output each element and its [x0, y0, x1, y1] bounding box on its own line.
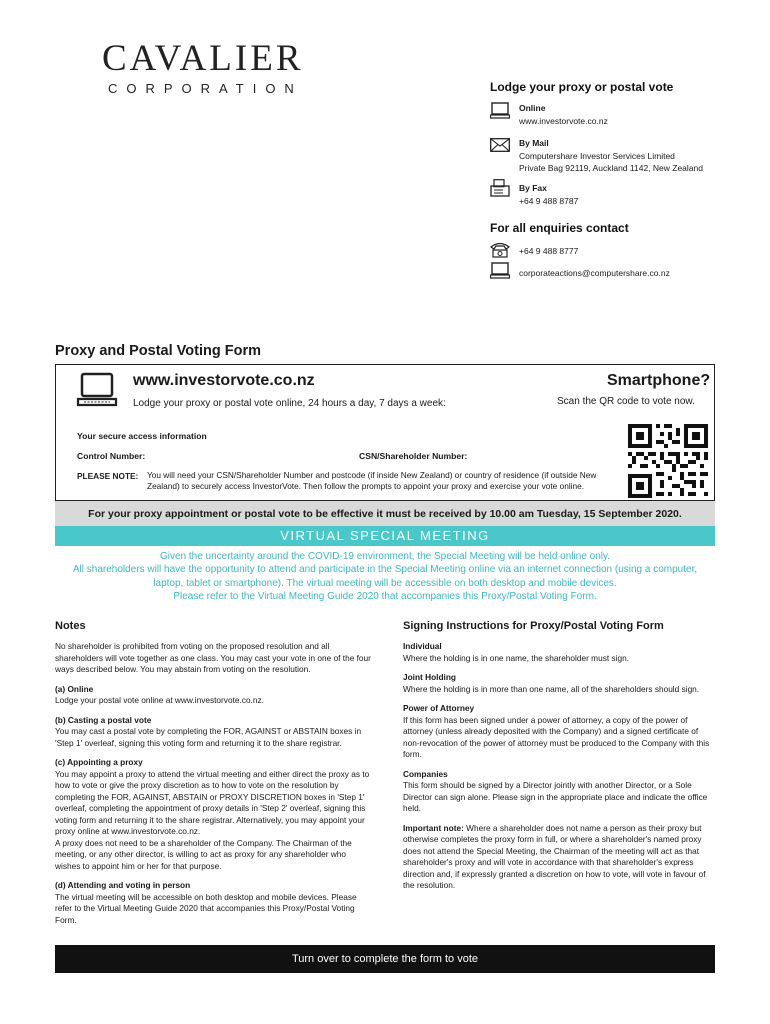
fax-label: By Fax: [519, 183, 547, 193]
smartphone-heading: Smartphone?: [607, 372, 711, 389]
notes-b-text: You may cast a postal vote by completing the FOR, AGAINST or ABSTAIN boxes in 'Step 1' overleaf, signing this voting form and returning it to the share registrar.: [55, 726, 362, 748]
signing-companies-title: Companies: [403, 768, 448, 779]
virtual-meeting-line: All shareholders will have the opportunity to attend and participate in the Special Meeting online via an internet connection (using a computer,: [72, 564, 698, 576]
important-note-label: Important note:: [403, 822, 464, 833]
company-logo-subtitle: CORPORATION: [108, 81, 303, 96]
laptop-icon: [76, 372, 118, 408]
online-label: Online: [519, 103, 546, 113]
enquiries-heading: For all enquiries contact: [490, 221, 629, 235]
notes-a-text: Lodge your postal vote online at www.investorvote.co.nz.: [55, 695, 264, 705]
signing-individual-title: Individual: [403, 641, 442, 651]
csn-label: CSN/Shareholder Number:: [359, 451, 468, 461]
signing-poa-title: Power of Attorney: [403, 703, 475, 713]
virtual-meeting-line: Given the uncertainty around the COVID-19 environment, the Special Meeting will be held online only.: [159, 551, 611, 562]
notes-heading: Notes: [55, 620, 86, 632]
notes-intro: No shareholder is prohibited from voting on the proposed resolution and all shareholders will vote together as one class. You may cast your vote in one of the four ways described below. You may abstain from voting on the resolution.: [55, 641, 371, 674]
fax-number: +64 9 488 8787: [519, 196, 579, 206]
notes-c-text2: A proxy does not need to be a shareholder of the Company. The Chairman of the meeting, or any other director, is willing to act as proxy for any shareholder who wishes to appoint him or her for that purpose.: [55, 837, 352, 871]
virtual-meeting-line: laptop, tablet or smartphone). The virtual meeting will be accessible on both desktop and mobile devices.: [153, 577, 617, 589]
mail-line1: Computershare Investor Services Limited: [519, 151, 675, 161]
notes-c-title: (c) Appointing a proxy: [55, 757, 143, 767]
signing-heading: Signing Instructions for Proxy/Postal Voting Form: [403, 620, 664, 632]
signing-individual-text: Where the holding is in one name, the shareholder must sign.: [403, 652, 629, 663]
online-url[interactable]: www.investorvote.co.nz: [519, 116, 608, 126]
computer-icon: [490, 102, 510, 119]
mail-line2: Private Bag 92119, Auckland 1142, New Zealand: [519, 163, 703, 173]
virtual-meeting-text: [55, 550, 715, 603]
please-note-label: PLEASE NOTE:: [77, 471, 139, 481]
deadline-banner: For your proxy appointment or postal vote to be effective it must be received by 10.00 am Tuesday, 15 September 2020.: [55, 500, 715, 527]
fax-icon: [490, 179, 510, 197]
virtual-meeting-line: Please refer to the Virtual Meeting Guide 2020 that accompanies this Proxy/Postal Voting Form.: [173, 590, 597, 602]
qr-code[interactable]: [628, 424, 708, 500]
investorvote-url[interactable]: www.investorvote.co.nz: [133, 372, 315, 389]
signing-joint-title: Joint Holding: [403, 672, 456, 682]
notes-d-text: The virtual meeting will be accessible on both desktop and mobile devices. Please refer to the Virtual Meeting Guide 2020 that accompanies this Proxy/Postal Voting Form.: [55, 891, 357, 925]
secure-access-heading: Your secure access information: [77, 431, 207, 441]
signing-section: [403, 620, 715, 892]
mail-label: By Mail: [519, 138, 549, 148]
computer-icon: [490, 262, 510, 279]
important-note-text: Where a shareholder does not name a person as their proxy but otherwise completes the proxy form in full, or where a shareholder's named proxy does not attend the Special Meeting, the Chairman of the meeting will act as that shareholder's proxy and will vote in accordance with that shareholder's express direction and, if expressly granted a discretion on how to vote, will vote in favour of the resolution.: [403, 822, 706, 890]
company-logo-name: CAVALIER: [102, 38, 304, 79]
turn-over-banner: Turn over to complete the form to vote: [55, 945, 715, 973]
enquiries-email[interactable]: corporateactions@computershare.co.nz: [519, 268, 670, 278]
enquiries-phone: +64 9 488 8777: [519, 246, 579, 256]
virtual-meeting-heading: VIRTUAL SPECIAL MEETING: [55, 526, 715, 546]
notes-c-text1: You may appoint a proxy to attend the virtual meeting and either direct the proxy as to how to vote or give the proxy discretion as to how to vote on the resolution by completing the FOR, AGAINST, ABSTAIN or PROXY DISCRETION boxes in 'Step 1' overleaf, completing the appointment of proxy details in 'Step 2' overleaf, signing this voting form and returning it to the share registrar. Alternatively, you may appoint your proxy online at www.investorvote.co.nz.: [55, 768, 370, 836]
telephone-icon: [490, 242, 510, 258]
notes-a-title: (a) Online: [55, 683, 94, 694]
signing-important-note: [403, 823, 715, 892]
notes-d-title: (d) Attending and voting in person: [55, 880, 191, 890]
lodge-heading: Lodge your proxy or postal vote: [490, 80, 674, 94]
signing-joint-text: Where the holding is in more than one name, all of the shareholders should sign.: [403, 683, 700, 694]
scan-qr-text: Scan the QR code to vote now.: [557, 396, 695, 407]
control-number-label: Control Number:: [77, 451, 146, 461]
notes-section: [55, 620, 371, 926]
please-note-text: You will need your CSN/Shareholder Number and postcode (if inside New Zealand) or country of residence (if outside New Zealand) to securely access InvestorVote. Then follow the prompts to appoint your proxy and exercise your vote online.: [147, 470, 597, 491]
signing-companies-text: This form should be signed by a Director jointly with another Director, or a Sole Director can sign alone. Please sign in the appropriate place and indicate the office held.: [403, 780, 708, 813]
form-title: Proxy and Postal Voting Form: [55, 343, 261, 359]
envelope-icon: [490, 138, 510, 152]
signing-poa-text: If this form has been signed under a power of attorney, a copy of the power of attorney (unless already deposited with the Company) and a signed certificate of non-revocation of the power of attorney must be produced to the Company with this form.: [403, 714, 710, 759]
lodge-online-text: Lodge your proxy or postal vote online, 24 hours a day, 7 days a week:: [133, 398, 446, 409]
notes-b-title: (b) Casting a postal vote: [55, 714, 152, 725]
